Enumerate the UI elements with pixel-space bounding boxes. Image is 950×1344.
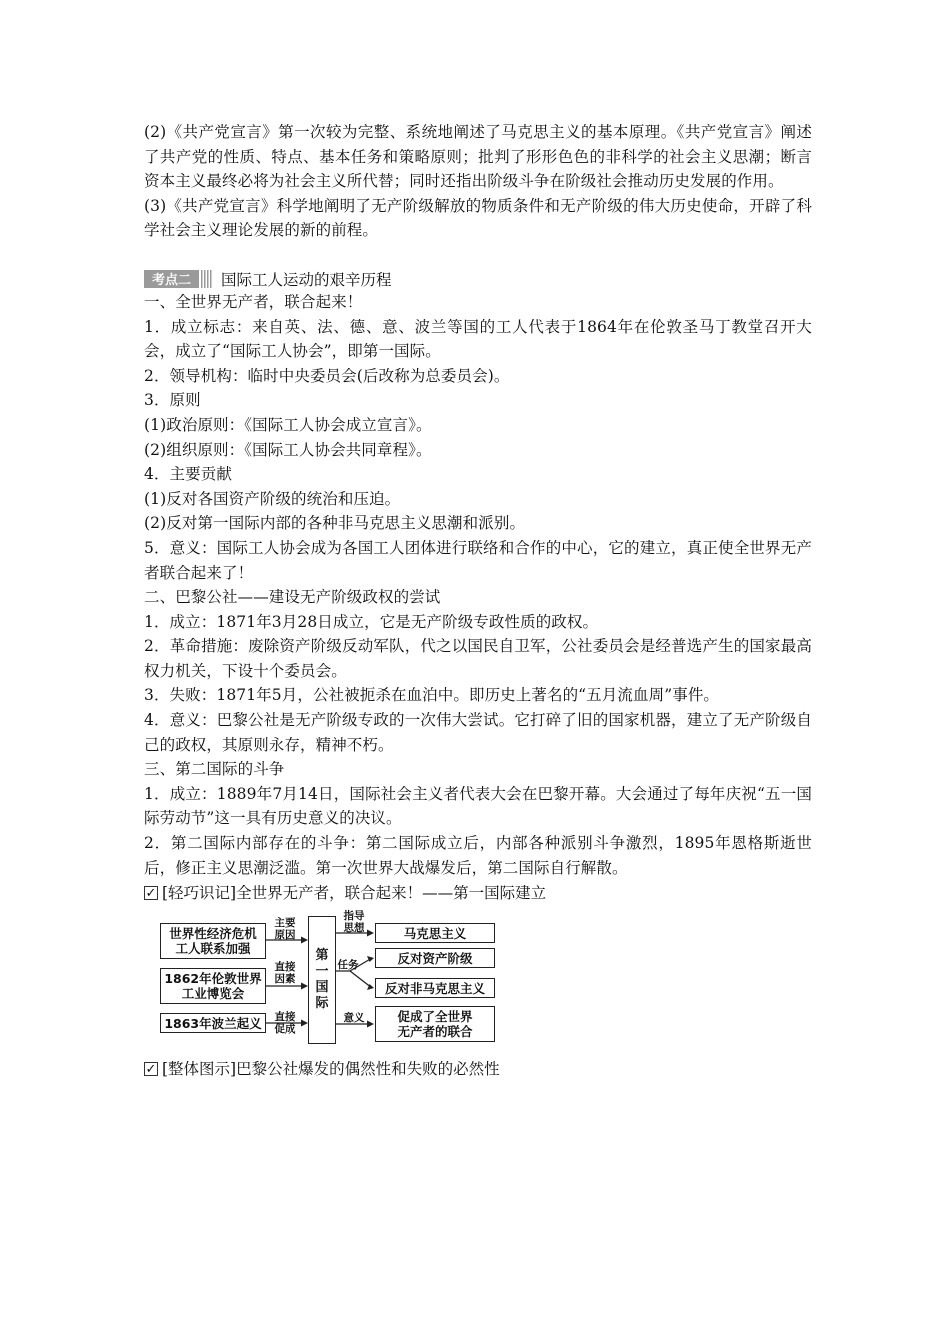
- cause-box: [160, 923, 266, 959]
- memory-tip-text: [轻巧识记]全世界无产者，联合起来！——第一国际建立: [162, 884, 547, 903]
- cause-box: [160, 968, 266, 1004]
- result-text: 反对资产阶级: [397, 950, 473, 966]
- result-box: [375, 1006, 495, 1042]
- result-text: 促成了全世界 无产者的联合: [397, 1009, 473, 1040]
- result-text: 马克思主义: [403, 925, 467, 941]
- section-title: 国际工人运动的艰辛历程: [221, 270, 392, 289]
- body-line: (1)反对各国资产阶级的统治和压迫。: [144, 489, 401, 508]
- body-line: (2)反对第一国际内部的各种非马克思主义思潮和派别。: [144, 514, 526, 533]
- cause-box: [160, 1013, 266, 1033]
- cause-label: 直接 促成: [274, 1011, 296, 1036]
- center-text: 第 一 国 际: [315, 948, 329, 1012]
- body-line: 一、全世界无产者，联合起来！: [144, 292, 363, 311]
- body-line: 5．意义：国际工人协会成为各国工人团体进行联络和合作的中心，它的建立，真正使全世界无产者联合起来了！: [144, 538, 812, 582]
- body-line: 3．原则: [144, 391, 201, 410]
- overview-tip-text: [整体图示]巴黎公社爆发的偶然性和失败的必然性: [162, 1060, 500, 1079]
- intro-section: [144, 120, 812, 243]
- body-line: 3．失败：1871年5月，公社被扼杀在血泊中。即历史上著名的“五月流血周”事件。: [144, 686, 720, 705]
- body-text: [144, 290, 812, 880]
- body-line: 2．第二国际内部存在的斗争：第二国际成立后，内部各种派别斗争激烈，1895年恩格斯逝世后，修正主义思潮泛滥。第一次世界大战爆发后，第二国际自行解散。: [144, 834, 812, 877]
- body-line: 1．成立：1889年7月14日，国际社会主义者代表大会在巴黎开幕。大会通过了每年庆祝“五一国际劳动节”这一具有历史意义的决议。: [144, 784, 812, 828]
- result-box: [375, 978, 495, 998]
- body-line: 1．成立：1871年3月28日成立，它是无产阶级专政性质的政权。: [144, 612, 599, 631]
- paragraph: (2)《共产党宣言》第一次较为完整、系统地阐述了马克思主义的基本原理。《共产党宣言》阐述了共产党的性质、特点、基本任务和策略原则；批判了形形色色的非科学的社会主义思潮；断言资本主义最终必将为社会主义所代替；同时还指出阶级斗争在阶级社会推动历史发展的作用。: [144, 123, 812, 191]
- relation-label: 意义: [343, 1012, 365, 1025]
- overview-tip: [144, 1056, 812, 1082]
- body-line: 二、巴黎公社——建设无产阶级政权的尝试: [144, 588, 441, 607]
- section-heading: [144, 268, 812, 290]
- document-page: [144, 120, 812, 1082]
- body-line: 4．主要贡献: [144, 465, 232, 484]
- body-line: 4．意义：巴黎公社是无产阶级专政的一次伟大尝试。它打碎了旧的国家机器，建立了无产阶级自己的政权，其原则永存，精神不朽。: [144, 711, 812, 754]
- body-line: 2．领导机构：临时中央委员会(后改称为总委员会)。: [144, 366, 510, 385]
- relation-label: 任务: [337, 959, 359, 972]
- body-line: 三、第二国际的斗争: [144, 760, 285, 779]
- cause-label: 直接 因素: [274, 961, 296, 986]
- first-international-diagram: [144, 910, 812, 1050]
- check-box-icon: ✓: [145, 1061, 157, 1077]
- cause-label: 主要 原因: [274, 917, 296, 942]
- body-line: (2)组织原则：《国际工人协会共同章程》。: [144, 440, 432, 459]
- cause-text: 世界性经济危机 工人联系加强: [169, 926, 257, 957]
- check-box-icon: ✓: [145, 885, 157, 901]
- cause-text: 1863年波兰起义: [164, 1015, 262, 1031]
- relation-label: 指导 思想: [343, 910, 365, 935]
- cause-text: 1862年伦敦世界 工业博览会: [164, 971, 262, 1002]
- result-box: [375, 948, 495, 968]
- body-line: (1)政治原则：《国际工人协会成立宣言》。: [144, 415, 432, 434]
- body-line: 2．革命措施：废除资产阶级反动军队，代之以国民自卫军，公社委员会是经普选产生的国家最高权力机关，下设十个委员会。: [144, 637, 812, 680]
- paragraph: (3)《共产党宣言》科学地阐明了无产阶级解放的物质条件和无产阶级的伟大历史使命，开辟了科学社会主义理论发展的新的前程。: [144, 196, 812, 240]
- result-box: [375, 923, 495, 943]
- memory-tip: [144, 880, 812, 906]
- section-badge: 考点二: [144, 270, 199, 288]
- body-line: 1．成立标志：来自英、法、德、意、波兰等国的工人代表于1864年在伦敦圣马丁教堂召开大会，成立了“国际工人协会”，即第一国际。: [144, 317, 812, 361]
- result-text: 反对非马克思主义: [384, 980, 485, 996]
- badge-stripes-icon: [201, 270, 213, 288]
- center-box: [308, 916, 336, 1044]
